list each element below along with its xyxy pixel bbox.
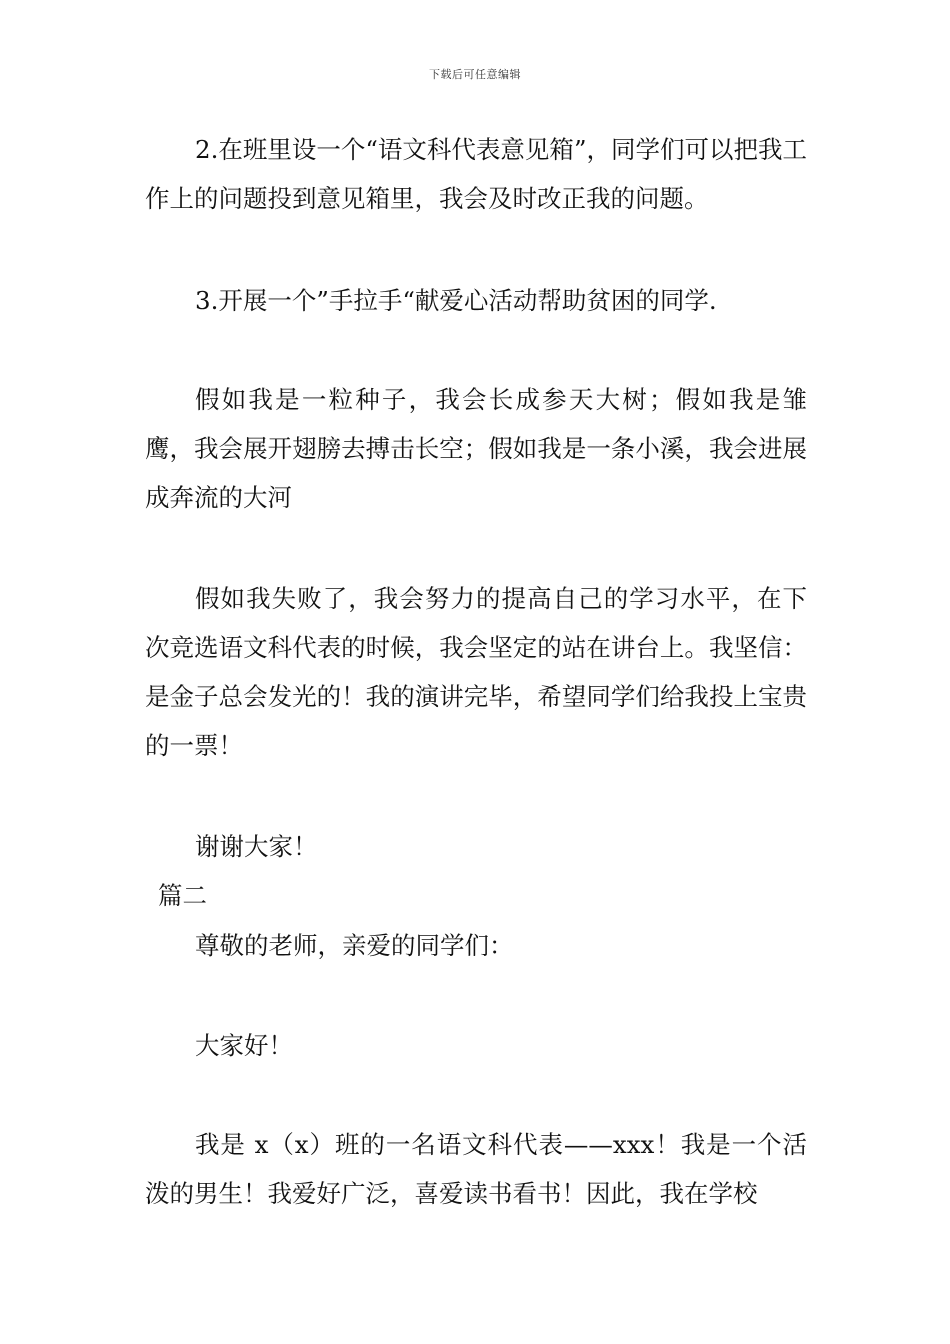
section-title-part-two: 篇二 (158, 881, 207, 910)
paragraph-self-intro: 我是 x（x）班的一名语文科代表——xxx！我是一个活泼的男生！我爱好广泛，喜爱读书看书！因此，我在学校 (145, 1130, 807, 1208)
paragraph-greeting: 尊敬的老师，亲爱的同学们： (195, 931, 514, 960)
paragraph-if-i-fail: 假如我失败了，我会努力的提高自己的学习水平，在下次竞选语文科代表的时候，我会坚定的站在讲台上。我坚信：是金子总会发光的！我的演讲完毕，希望同学们给我投上宝贵的一票！ (145, 584, 807, 760)
paragraph-suggestion-box: 2.在班里设一个“语文科代表意见箱”，同学们可以把我工作上的问题投到意见箱里，我会及时改正我的问题。 (145, 135, 807, 213)
paragraph-hand-in-hand: 3.开展一个”手拉手“献爱心活动帮助贫困的同学. (195, 286, 717, 315)
paragraph-thanks: 谢谢大家！ (195, 832, 318, 861)
paragraph-hello: 大家好！ (195, 1031, 293, 1060)
paragraph-if-i-were: 假如我是一粒种子，我会长成参天大树；假如我是雏鹰，我会展开翅膀去搏击长空；假如我是一条小溪，我会进展成奔流的大河 (145, 385, 807, 512)
page-header: 下载后可任意编辑 (429, 68, 521, 81)
